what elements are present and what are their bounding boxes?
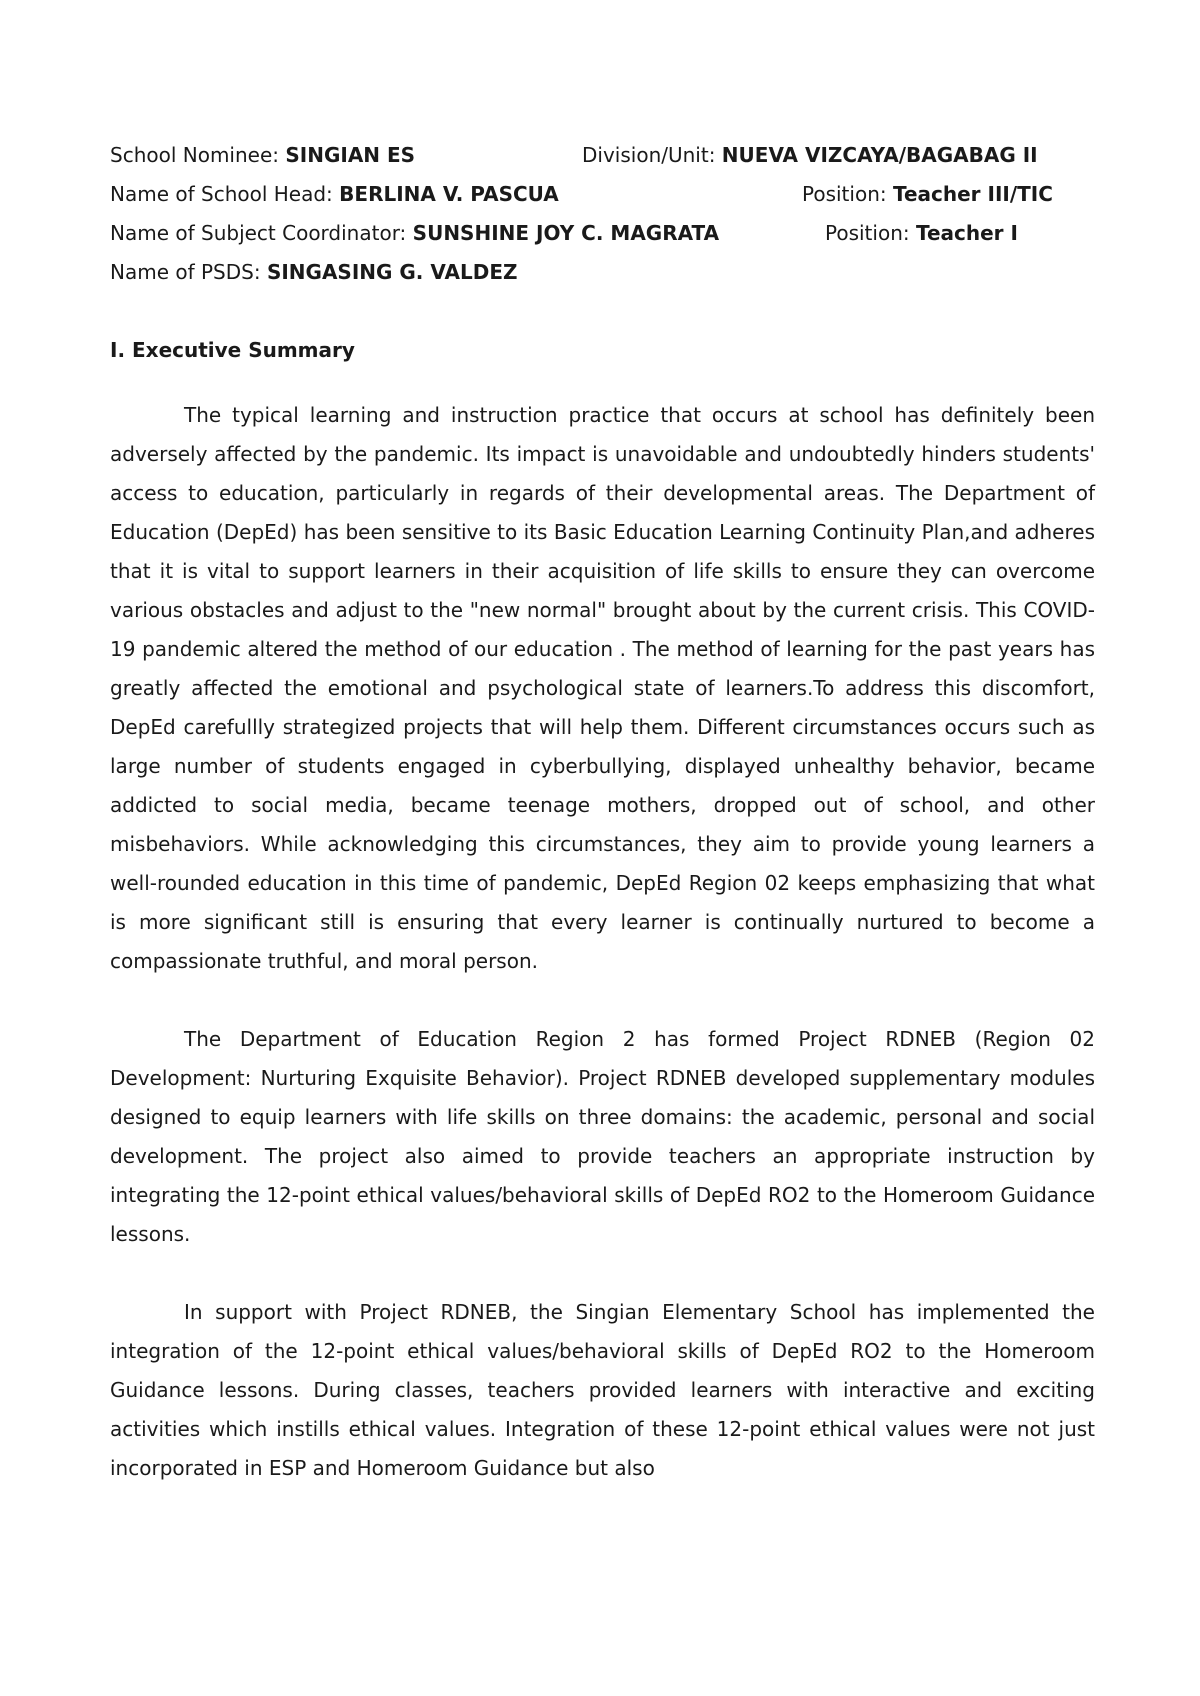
paragraph: The typical learning and instruction practice that occurs at school has definitely been adversely affected by the pandemic. Its impact is unavoidable and undoubtedly hinders students' access to education, particularly in regards of their developmental areas. The Department of Education (DepEd) has been sensitive to its Basic Education Learning Continuity Plan,and adheres that it is vital to support learners in their acquisition of life skills to ensure they can overcome various obstacles and adjust to the "new normal" brought about by the current crisis. This COVID-19 pandemic altered the method of our education . The method of learning for the past years has greatly affected the emotional and psychological state of learners.To address this discomfort, DepEd carefullly strategized projects that will help them. Different circumstances occurs such as large number of students engaged in cyberbullying, displayed unhealthy behavior, became addicted to social media, became teenage mothers, dropped out of school, and other misbehaviors. While acknowledging this circumstances, they aim to provide young learners a well-rounded education in this time of pandemic, DepEd Region 02 keeps emphasizing that what is more significant still is ensuring that every learner is continually nurtured to become a compassionate truthful, and moral person. — [110, 403, 1095, 973]
nominee-value: SINGIAN ES — [285, 143, 416, 167]
division-value: NUEVA VIZCAYA/BAGABAG II — [721, 143, 1038, 167]
school-head-position-label: Position: — [802, 182, 887, 206]
school-head-value: BERLINA V. PASCUA — [339, 182, 559, 206]
psds-value: SINGASING G. VALDEZ — [266, 260, 518, 284]
division-label: Division/Unit: — [582, 143, 716, 167]
school-head-line — [110, 175, 1095, 214]
paragraph: In support with Project RDNEB, the Singian Elementary School has implemented the integration of the 12-point ethical values/behavioral skills of DepEd RO2 to the Homeroom Guidance lessons. During classes, teachers provided learners with interactive and exciting activities which instills ethical values. Integration of these 12-point ethical values were not just incorporated in ESP and Homeroom Guidance but also — [110, 1300, 1095, 1480]
school-head-label: Name of School Head: — [110, 182, 333, 206]
psds-label: Name of PSDS: — [110, 260, 261, 284]
document-page — [110, 136, 1095, 1488]
coordinator-position-field — [825, 214, 1018, 253]
nominee-label: School Nominee: — [110, 143, 280, 167]
division-field — [582, 136, 1038, 175]
coordinator-position-label: Position: — [825, 221, 910, 245]
school-head-position-field — [802, 175, 1053, 214]
school-head-position-value: Teacher III/TIC — [892, 182, 1053, 206]
coordinator-label: Name of Subject Coordinator: — [110, 221, 407, 245]
coordinator-value: SUNSHINE JOY C. MAGRATA — [412, 221, 720, 245]
psds-line — [110, 253, 1095, 292]
paragraph: The Department of Education Region 2 has formed Project RDNEB (Region 02 Development: Nurturing Exquisite Behavior). Project RDNEB developed supplementary modules designed to equip learners with life skills on three domains: the academic, personal and social development. The project also aimed to provide teachers an appropriate instruction by integrating the 12-point ethical values/behavioral skills of DepEd RO2 to the Homeroom Guidance lessons. — [110, 1027, 1095, 1246]
coordinator-line — [110, 214, 1095, 253]
coordinator-position-value: Teacher I — [915, 221, 1018, 245]
section-heading: I. Executive Summary — [110, 338, 355, 362]
nominee-line — [110, 136, 1095, 175]
